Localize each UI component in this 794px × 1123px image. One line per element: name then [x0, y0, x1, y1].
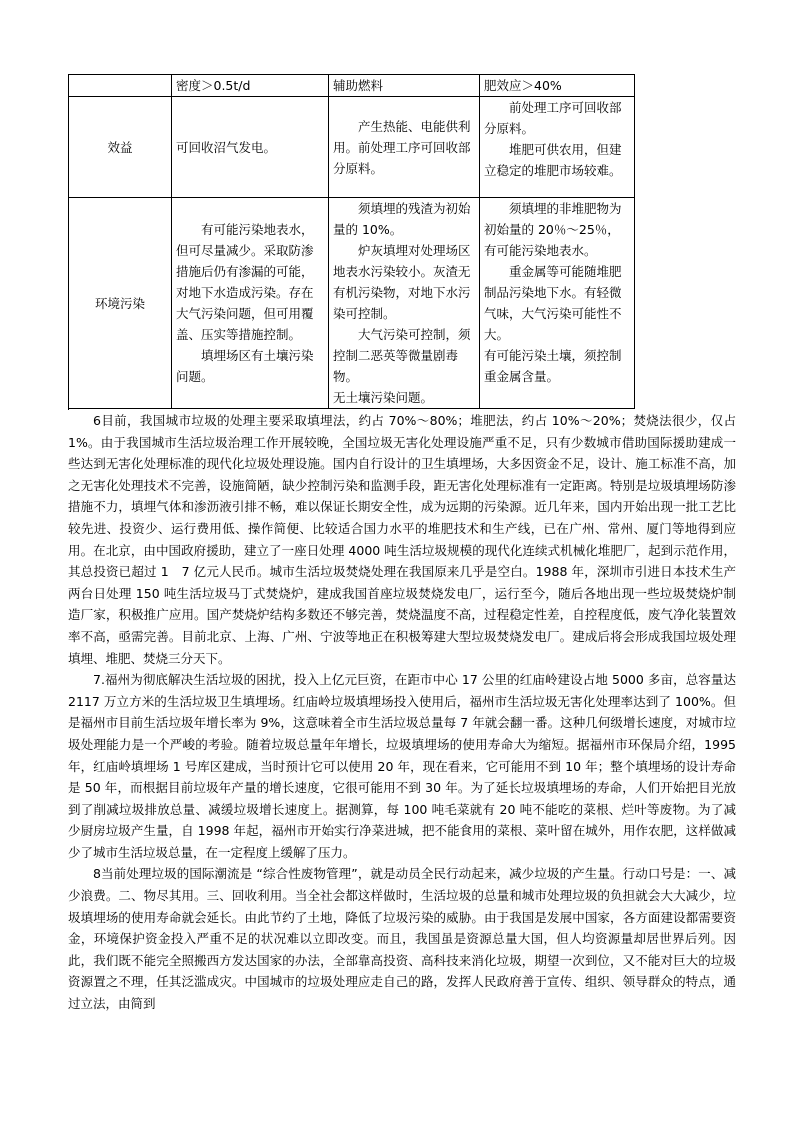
paragraph-8: 8当前处理垃圾的国际潮流是 “综合性废物管理”，就是动员全民行动起来，减少垃圾的产生量。行动口号是：一、减少浪费。二、物尽其用。三、回收利用。当全社会都这样做时，生活垃圾的总量和城市处理垃圾的负担就会大大减少，垃圾填埋场的使用寿命就会延长。由此节约了土地，降低了垃圾污染的威胁。由于我国是发展中国家，各方面建设都需要资金，环境保护资金投入严重不足的状况难以立即改变。而且，我国虽是资源总量大国，但人均资源量却居世界后列。因此，我们既不能完全照搬西方发达国家的办法，全部靠高投资、高科技来消化垃圾，期望一次到位，又不能对巨大的垃圾资源置之不理，任其泛滥成灾。中国城市的垃圾处理应走自己的路，发挥人民政府善于宣传、组织、领导群众的特点，通过立法，由简到: [68, 866, 736, 1012]
pollution-landfill-text-1: 有可能污染地表水，但可尽量减少。采取防渗措施后仍有渗漏的可能，对地下水造成污染。存在大气污染问题，但可用覆盖、压实等措施控制。: [176, 222, 314, 342]
comparison-table: [68, 74, 635, 409]
benefit-landfill-cell: [172, 97, 329, 198]
benefit-incineration-text: 产生热能、电能供利用。前处理工序可回收部分原料。: [333, 118, 471, 176]
row-label-benefit: 效益: [69, 97, 172, 198]
paragraph-7: 7.福州为彻底解决生活垃圾的困扰，投入上亿元巨资，在距市中心 17 公里的红庙岭建设占地 5000 多亩，总容量达 2117 万立方米的生活垃圾卫生填埋场。红庙岭垃圾填埋场投入使用后，福州市生活垃圾无害化处理率达到了 100%。但是福州市目前生活垃圾年增长率为 9%，这意味着全市生活垃圾总量每 7 年就会翻一番。这种几何级增长速度，对城市垃圾处理能力是一个严峻的考验。随着垃圾总量年年增长，垃圾填埋场的使用寿命大为缩短。据福州市环保局介绍，1995 年，红庙岭填埋场 1 号库区建成，当时预计它可以使用 20 年，现在看来，它可能用不到 10 年；整个填埋场的设计寿命是 50 年，而根据目前垃圾年产量的增长速度，它很可能用不到 30 年。为了延长垃圾填埋场的寿命，人们开始把目光放到了削减垃圾排放总量、减缓垃圾增长速度上。据测算，每 100 吨毛菜就有 20 吨不能吃的菜根、烂叶等废物。为了减少厨房垃圾产生量，自 1998 年起，福州市开始实行净菜进城，把不能食用的菜根、菜叶留在城外，用作农肥，这样做减少了城市生活垃圾总量，在一定程度上缓解了压力。: [68, 672, 736, 860]
header-cell-landfill: 密度＞0.5t/d: [172, 75, 329, 97]
header-cell-empty: [69, 75, 172, 97]
header-cell-compost: 肥效应＞40%: [480, 75, 635, 97]
pollution-compost-text-1: 须填埋的非堆肥物为初始量的 20％～25％，有可能污染地表水。: [484, 201, 622, 258]
pollution-compost-text-2: 重金属等可能随堆肥制品污染地下水。有轻微气味，大气污染可能性不大。: [484, 264, 622, 342]
header-cell-incineration: 辅助燃料: [329, 75, 480, 97]
benefit-incineration-cell: [329, 97, 480, 198]
pollution-landfill-cell: [172, 198, 329, 409]
pollution-incineration-cell: [329, 198, 480, 409]
pollution-landfill-text-2: 填埋场区有土壤污染问题。: [176, 348, 314, 384]
pollution-incineration-text-4: 无土壤污染问题。: [333, 390, 434, 405]
benefit-compost-text-2: 堆肥可供农用，但建立稳定的堆肥市场较难。: [484, 142, 622, 178]
table-row-benefit: [69, 97, 635, 198]
margin-rule: [68, 400, 69, 410]
pollution-compost-text-3: 有可能污染土壤，须控制重金属含量。: [484, 348, 622, 384]
pollution-incineration-text-3: 大气污染可控制，须控制二恶英等微量剧毒物。: [333, 327, 471, 384]
pollution-incineration-text-2: 炉灰填埋对处理场区地表水污染较小。灰渣无有机污染物，对地下水污染可控制。: [333, 243, 471, 321]
pollution-incineration-text-1: 须填埋的残渣为初始量的 10%。: [333, 201, 471, 237]
paragraph-6: 6目前，我国城市垃圾的处理主要采取填埋法，约占 70%～80%；堆肥法，约占 10%～20%；焚烧法很少，仅占 1%。由于我国城市生活垃圾治理工作开展较晚，全国垃圾无害化处理设施严重不足，只有少数城市借助国际援助建成一些达到无害化处理标准的现代化垃圾处理设施。国内自行设计的卫生填埋场，大多因资金不足，设计、施工标准不高，加之无害化处理技术不完善，设施简陋，缺少控制污染和监测手段，距无害化处理标准有一定距离。特别是垃圾填埋场防渗措施不力，填埋气体和渗沥液引排不畅，难以保证长期安全性，成为远期的污染源。近几年来，国内开始出现一批工艺比较先进、投资少、运行费用低、操作简便、比较适合国力水平的堆肥技术和生产线，已在广州、常州、厦门等地得到应用。在北京，由中国政府援助，建立了一座日处理 4000 吨生活垃圾规模的现代化连续式机械化堆肥厂，起到示范作用，其总投资已超过 1 7 亿元人民币。城市生活垃圾焚烧处理在我国原来几乎是空白。1988 年，深圳市引进日本技术生产两台日处理 150 吨生活垃圾马丁式焚烧炉，建成我国首座垃圾焚烧发电厂，运行至今，随后各地出现一些垃圾焚烧炉制造厂家，积极推广应用。国产焚烧炉结构多数还不够完善，焚烧温度不高，过程稳定性差，自控程度低，废气净化装置效率不高，亟需完善。目前北京、上海、广州、宁波等地正在积极筹建大型垃圾焚烧发电厂。建成后将会形成我国垃圾处理填埋、堆肥、焚烧三分天下。: [68, 413, 736, 666]
table-header-row: [69, 75, 635, 97]
benefit-landfill-text: 可回收沼气发电。: [176, 139, 277, 155]
row-label-pollution: 环境污染: [69, 198, 172, 409]
body-text: [68, 410, 736, 1015]
benefit-compost-cell: [480, 97, 635, 198]
pollution-compost-cell: [480, 198, 635, 409]
table-row-pollution: [69, 198, 635, 409]
benefit-compost-text-1: 前处理工序可回收部分原料。: [484, 100, 622, 136]
